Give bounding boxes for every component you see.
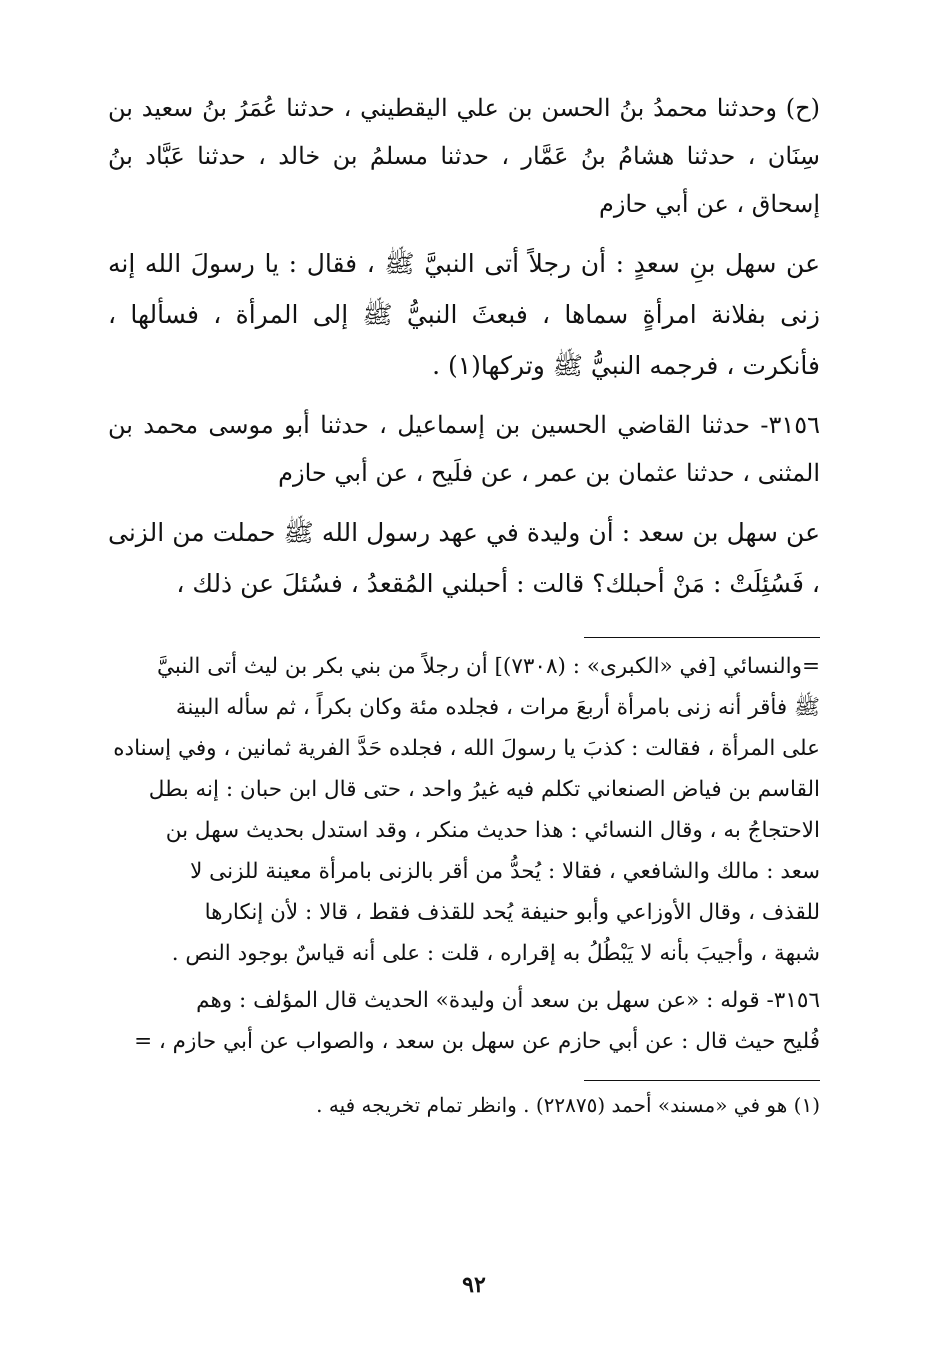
commentary-note-line: فُليح حيث قال : عن أبي حازم عن سهل بن سعد ، والصواب عن أبي حازم ، = bbox=[134, 1029, 820, 1054]
commentary-line: =والنسائي [في «الكبرى» : (٧٣٠٨)] أن رجلاً من بني بكر بن ليث أتى النبيَّ bbox=[156, 654, 820, 679]
commentary-line: للقذف ، وقال الأوزاعي وأبو حنيفة يُحد للقذف فقط ، قالا : لأن إنكارها bbox=[204, 900, 820, 925]
isnad-chain-a: (ح) وحدثنا محمدُ بنُ الحسن بن علي اليقطيني ، حدثنا عُمَرُ بنُ سعيد بن سِنَان ، حدثنا هشامُ بنُ عَمَّار ، حدثنا مسلمُ بن خالد ، حدثنا عَبَّاد بنُ إسحاق ، عن أبي حازم bbox=[108, 94, 821, 218]
commentary-separator bbox=[584, 637, 820, 638]
commentary-line: القاسم بن فياض الصنعاني تكلم فيه غيرُ واحد ، حتى قال ابن حبان : إنه بطل bbox=[148, 777, 820, 802]
page-number: ٩٢ bbox=[462, 1272, 486, 1298]
footnote: (١) هو في «مسند» أحمد (٢٢٨٧٥) . وانظر تمام تخريجه فيه . bbox=[316, 1093, 820, 1117]
commentary-note-line: ٣١٥٦- قوله : «عن سهل بن سعد أن وليدة» الحديث قال المؤلف : وهم bbox=[196, 988, 820, 1013]
matn-b: عن سهل بن سعد : أن وليدة في عهد رسول الله ﷺ حملت من الزنى ، فَسُئِلَتْ : مَنْ أحبلك؟ قالت : أحبلني المُقعدُ ، فسُئلَ عن ذلك ، bbox=[108, 518, 820, 598]
commentary-line: الاحتجاجُ به ، وقال النسائي : هذا حديث منكر ، وقد استدل بحديث سهل بن bbox=[165, 818, 820, 843]
commentary-line: ﷺ فأقر أنه زنى بامرأة أربعَ مرات ، فجلده مئة وكان بكراً ، ثم سأله البينة bbox=[175, 695, 820, 720]
page-body bbox=[108, 84, 820, 1145]
commentary-line: على المرأة ، فقالت : كذبَ يا رسولَ الله ، فجلده حَدَّ الفرية ثمانين ، وفي إسناده bbox=[113, 736, 820, 761]
isnad-chain-b: ٣١٥٦- حدثنا القاضي الحسين بن إسماعيل ، حدثنا أبو موسى محمد بن المثنى ، حدثنا عثمان بن عمر ، عن فلَيح ، عن أبي حازم bbox=[108, 411, 820, 487]
commentary-line: سعد : مالك والشافعي ، فقالا : يُحدُّ من أقر بالزنى بامرأة معينة للزنى لا bbox=[190, 859, 820, 884]
footnote-separator bbox=[584, 1080, 820, 1081]
commentary-block bbox=[108, 646, 820, 1062]
matn-a: عن سهل بنِ سعدٍ : أن رجلاً أتى النبيَّ ﷺ ، فقال : يا رسولَ الله إنه زنى بفلانة امرأةٍ سماها ، فبعثَ النبيُّ ﷺ إلى المرأة ، فسألها ، فأنكرت ، فرجمه النبيُّ ﷺ وتركها(١) . bbox=[108, 249, 820, 380]
commentary-line: شبهة ، وأجيبَ بأنه لا يَبْطُلُ به إقراره ، قلت : على أنه قياسٌ بوجود النص . bbox=[171, 941, 820, 966]
